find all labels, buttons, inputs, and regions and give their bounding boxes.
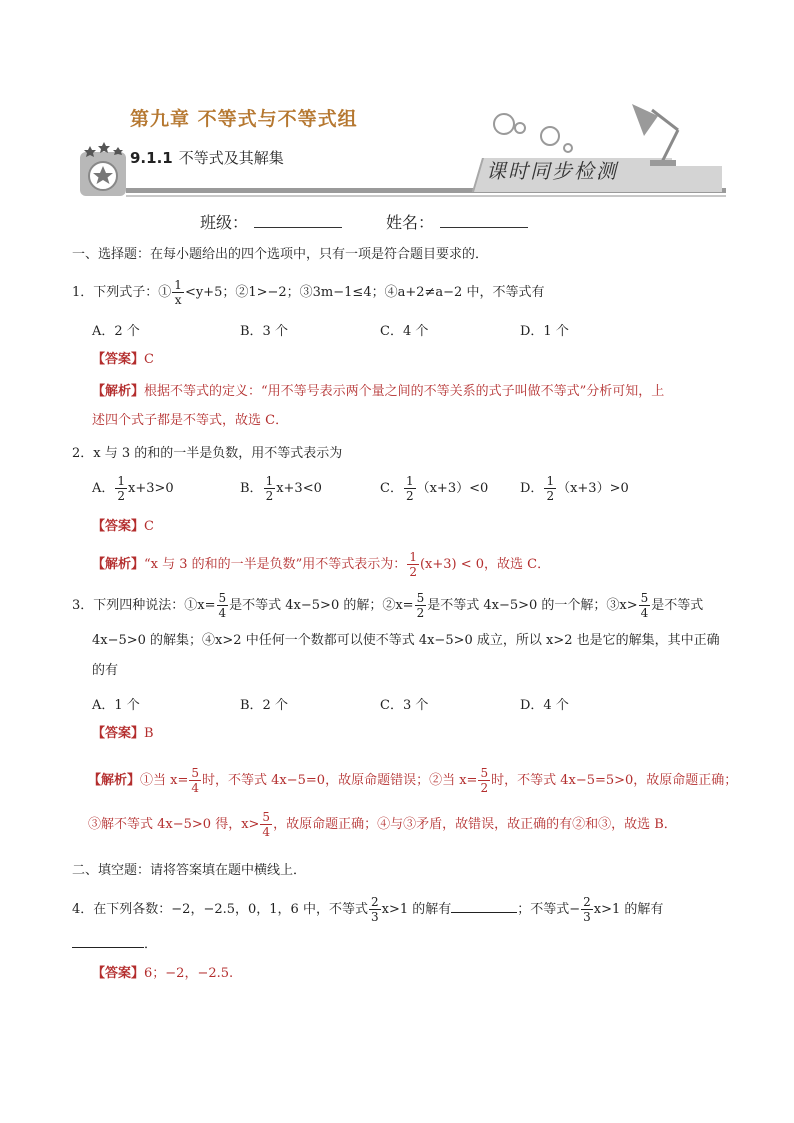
q4-stem-line2 (72, 934, 157, 956)
q1-number: 1． (72, 285, 94, 300)
lesson-label: 课时同步检测 (486, 159, 618, 183)
q1-fraction (172, 278, 184, 307)
q3-analysis-line2 (88, 810, 677, 839)
q2-opt-d-den: 2 (546, 489, 555, 503)
q2-option-c[interactable] (380, 474, 488, 503)
q2-opt-b-rest: x+3<0 (276, 481, 322, 496)
q2-opt-d-label: D． (520, 481, 544, 496)
q3-f1-den: 4 (218, 606, 227, 620)
q3-a-f3-den: 4 (262, 825, 271, 839)
q3-stem-line1 (72, 591, 703, 620)
q3-frac-1 (217, 591, 229, 620)
class-label: 班级： (200, 213, 249, 232)
q2-option-a[interactable] (92, 474, 174, 503)
q2-opt-b-frac (264, 474, 276, 503)
desk-lamp-icon (632, 104, 678, 166)
q2-analysis-den: 2 (409, 565, 417, 579)
q4-frac-2 (581, 895, 593, 924)
q1-analysis-line2: 述四个式子都是不等式，故选 C． (92, 413, 289, 428)
q1-frac-num: 1 (174, 278, 182, 292)
q1-stem-pre: 下列式子：① (93, 285, 172, 300)
q2-opt-c-frac (404, 474, 416, 503)
q3-f2-num: 5 (416, 591, 425, 605)
q3-stem-line3: 的有 (92, 663, 119, 678)
q3-f3-num: 5 (640, 591, 649, 605)
bubbles-icon (494, 114, 572, 152)
q3-a5: ，故原命题正确；④与③矛盾，故错误，故正确的有②和③，故选 B． (273, 817, 677, 832)
q4-f2-num: 2 (583, 895, 591, 909)
q4-frac-1 (369, 895, 381, 924)
q2-opt-b-num: 1 (265, 474, 274, 488)
part2-heading: 二、填空题：请将答案填在题中横线上． (72, 863, 307, 878)
q2-opt-d-rest: （x+3）>0 (557, 481, 629, 496)
q2-opt-b-label: B． (240, 481, 263, 496)
q1-analysis-line1 (92, 381, 732, 403)
q2-opt-c-num: 1 (405, 474, 414, 488)
q1-answer-label: 【答案】 (92, 352, 145, 367)
student-info-row (200, 210, 572, 233)
q3-analysis-line1 (88, 766, 737, 795)
q2-opt-a-den: 2 (117, 489, 126, 503)
q2-opt-a-num: 1 (117, 474, 126, 488)
q4-stem-2: x>1 的解有 (381, 902, 452, 917)
q2-analysis-frac (407, 550, 419, 579)
q4-stem-4: x>1 的解有 (593, 902, 664, 917)
q3-frac-3 (639, 591, 651, 620)
q1-option-d[interactable]: D．1 个 (520, 324, 569, 339)
q2-answer (92, 516, 154, 538)
q3-stem-3: 是不等式 4x−5>0 的一个解；③x> (427, 598, 638, 613)
q3-a-f3-num: 5 (262, 810, 271, 824)
part1-heading: 一、选择题：在每小题给出的四个选项中，只有一项是符合题目要求的． (72, 247, 489, 262)
q3-f2-den: 2 (416, 606, 425, 620)
q2-analysis-pre: “x 与 3 的和的一半是负数”用不等式表示为： (144, 557, 407, 572)
q3-a1: ①当 x= (140, 773, 189, 788)
q4-stem-3: ；不等式− (517, 902, 581, 917)
q2-stem-text: x 与 3 的和的一半是负数，用不等式表示为 (93, 446, 343, 461)
q3-a-f1-den: 4 (191, 781, 200, 795)
q3-a4: ③解不等式 4x−5>0 得，x> (88, 817, 260, 832)
q2-opt-d-num: 1 (546, 474, 555, 488)
q3-stem-1: 下列四种说法：①x= (93, 598, 216, 613)
q4-answer-value: 6；−2，−2.5. (144, 966, 234, 981)
q2-number: 2． (72, 446, 94, 461)
q2-opt-b-den: 2 (265, 489, 274, 503)
section-number: 9.1.1 (130, 149, 173, 167)
q1-option-c[interactable]: C．4 个 (380, 324, 429, 339)
name-blank[interactable] (440, 213, 528, 228)
star-badge-icon (80, 142, 126, 196)
q1-answer-value: C (144, 352, 154, 367)
q3-option-c[interactable]: C．3 个 (380, 698, 429, 713)
q3-stem-4: 是不等式 (651, 598, 704, 613)
q1-stem-rest: <y+5；②1>−2；③3m−1≤4；④a+2≠a−2 中，不等式有 (184, 285, 545, 300)
q1-option-a[interactable]: A．2 个 (92, 324, 140, 339)
q2-analysis-expr: (x+3) < 0 (419, 557, 485, 572)
q4-answer-label: 【答案】 (92, 966, 145, 981)
q2-stem (72, 443, 342, 465)
q2-opt-c-label: C． (380, 481, 403, 496)
q4-number: 4． (72, 902, 94, 917)
class-blank[interactable] (254, 213, 342, 228)
q4-f1-num: 2 (370, 895, 379, 909)
q2-opt-c-rest: （x+3）<0 (416, 481, 489, 496)
q2-analysis-num: 1 (409, 550, 417, 564)
q3-frac-2 (415, 591, 427, 620)
q4-f2-den: 3 (583, 910, 591, 924)
q4-blank-2[interactable] (72, 935, 144, 948)
q3-answer-value: B (144, 726, 154, 741)
q3-f3-den: 4 (640, 606, 649, 620)
q3-number: 3． (72, 598, 94, 613)
q3-a3: 时，不等式 4x−5=5>0，故原命题正确； (491, 773, 738, 788)
q4-stem-1: 在下列各数：−2，−2.5，0，1，6 中，不等式 (93, 902, 368, 917)
q4-stem (72, 895, 663, 924)
q1-option-b[interactable]: B．3 个 (240, 324, 288, 339)
q2-analysis-post: ，故选 C． (484, 557, 551, 572)
q3-stem-line2: 4x−5>0 的解集；④x>2 中任何一个数都可以使不等式 4x−5>0 成立，所以 x>2 也是它的解集，其中正确 (92, 633, 720, 648)
q3-answer (92, 723, 154, 745)
q3-answer-label: 【答案】 (92, 726, 145, 741)
q2-option-b[interactable] (240, 474, 322, 503)
section-title (130, 147, 284, 168)
q4-f1-den: 3 (370, 910, 379, 924)
q3-a-frac-1 (189, 766, 201, 795)
q2-opt-a-label: A． (92, 481, 115, 496)
section-name: 不等式及其解集 (178, 149, 284, 167)
q3-a-frac-2 (478, 766, 490, 795)
chapter-title: 第九章 不等式与不等式组 (130, 108, 358, 130)
q2-opt-c-den: 2 (405, 489, 414, 503)
q3-a-f2-den: 2 (480, 781, 489, 795)
q3-a2: 时，不等式 4x−5=0，故原命题错误；②当 x= (202, 773, 478, 788)
q3-a-f2-num: 5 (480, 766, 489, 780)
q1-analysis-text1: 根据不等式的定义：“用不等号表示两个量之间的不等关系的式子叫做不等式”分析可知，上 (144, 384, 665, 399)
q3-a-frac-3 (260, 810, 272, 839)
name-label: 姓名： (386, 213, 435, 232)
q3-stem-2: 是不等式 4x−5>0 的解；②x= (229, 598, 414, 613)
q3-analysis-label: 【解析】 (88, 773, 141, 788)
q1-analysis-label: 【解析】 (92, 384, 145, 399)
q2-opt-d-frac (544, 474, 556, 503)
q2-analysis (92, 550, 550, 579)
q1-answer (92, 349, 154, 371)
q3-a-f1-num: 5 (191, 766, 200, 780)
q4-stem-end: ． (144, 937, 158, 952)
q2-analysis-label: 【解析】 (92, 557, 145, 572)
q4-answer (92, 963, 233, 985)
q1-frac-den: x (174, 293, 182, 307)
q2-answer-label: 【答案】 (92, 519, 145, 534)
q1-stem (72, 278, 544, 307)
q4-blank-1[interactable] (451, 900, 517, 913)
q3-f1-num: 5 (218, 591, 227, 605)
q3-option-b[interactable]: B．2 个 (240, 698, 288, 713)
q2-answer-value: C (144, 519, 154, 534)
q2-option-d[interactable] (520, 474, 629, 503)
q2-opt-a-frac (115, 474, 127, 503)
q3-option-a[interactable]: A．1 个 (92, 698, 140, 713)
q3-option-d[interactable]: D．4 个 (520, 698, 569, 713)
q2-opt-a-rest: x+3>0 (128, 481, 174, 496)
